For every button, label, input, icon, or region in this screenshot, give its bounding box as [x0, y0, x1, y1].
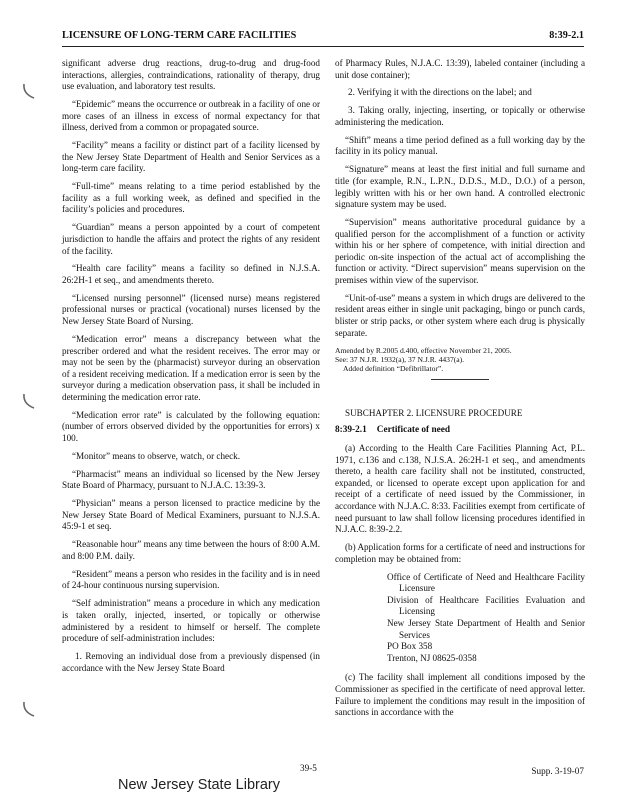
definition-resident: “Resident” means a person who resides in the facility and is in need of 24-hour continuous nursing supervision.	[62, 568, 320, 591]
address-line: New Jersey State Department of Health and Senior Services	[387, 617, 585, 640]
definition-reasonable-hour: “Reasonable hour” means any time between the hours of 8:00 A.M. and 8:00 P.M. daily.	[62, 539, 320, 561]
right-column	[335, 58, 585, 725]
address-line: Trenton, NJ 08625-0358	[387, 652, 477, 663]
definition-guardian: “Guardian” means a person appointed by a court of competent jurisdiction to handle the affairs and protect the rights of any resident of the facility.	[62, 222, 320, 256]
definition-unit-of-use: “Unit-of-use” means a system in which drugs are delivered to the resident areas either in single unit packaging, bingo or punch cards, blister or strip packs, or other system where each drug is physically separate.	[335, 292, 585, 338]
definition-medication-error: “Medication error” means a discrepancy between what the prescriber ordered and what the resident receives. The error may or may not be seen by the (pharmacist) surveyor during an observation of a resident receiving medication. If a medication error is seen by the surveyor during a medication observation pass, it shall be included in determining the medication error rate.	[62, 333, 320, 402]
subchapter-heading: SUBCHAPTER 2. LICENSURE PROCEDURE	[345, 407, 523, 418]
definition-health-care-facility: “Health care facility” means a facility so defined in N.J.S.A. 26:2H-1 et seq., and amendments thereto.	[62, 263, 320, 285]
running-header	[62, 30, 584, 47]
definition-signature: “Signature” means at least the first initial and full surname and title (for example, R.N., L.P.N., D.D.S., M.D., D.O.) of a person, legibly written with his or her own hand. A controlled electronic signature system may be used.	[335, 164, 585, 210]
section-heading	[335, 425, 585, 437]
amendment-note	[335, 346, 585, 373]
divider	[431, 379, 489, 380]
punch-hole-mark	[22, 390, 36, 412]
amendment-line: Added definition “Defibrillator”.	[343, 363, 444, 373]
definition-physician: “Physician” means a person licensed to practice medicine by the New Jersey State Board of Medical Examiners, pursuant to N.J.S.A. 45:9-1 et seq.	[62, 498, 320, 532]
supplement-date: Supp. 3-19-07	[531, 766, 584, 776]
paragraph: (c) The facility shall implement all conditions imposed by the Commissioner as specified in the certificate of need approval letter. Failure to implement the conditions may result in the imposition of sanctions in accordance with the	[335, 672, 585, 718]
library-watermark: New Jersey State Library	[118, 777, 280, 793]
definition-medication-error-rate: “Medication error rate” is calculated by the following equation: (number of errors observed divided by the opportunities for errors) x 100.	[62, 409, 320, 443]
list-item: 1. Removing an individual dose from a previously dispensed (in accordance with the New Jersey State Board	[62, 650, 320, 673]
definition-licensed-nursing-personnel: “Licensed nursing personnel” (licensed nurse) means registered professional nurses or practical (vocational) nurses licensed by the New Jersey State Board of Nursing.	[62, 292, 320, 327]
address-line: Office of Certificate of Need and Healthcare Facility Licensure	[387, 571, 585, 594]
address-line: Division of Healthcare Facilities Evaluation and Licensing	[387, 594, 585, 617]
amendment-line: See: 37 N.J.R. 1932(a), 37 N.J.R. 4437(a).	[335, 354, 465, 364]
punch-hole-mark	[22, 698, 36, 720]
definition-monitor: “Monitor” means to observe, watch, or check.	[72, 450, 240, 461]
list-item: 3. Taking orally, injecting, inserting, or topically or otherwise administering the medication.	[335, 105, 585, 127]
definition-epidemic: “Epidemic” means the occurrence or outbreak in a facility of one or more cases of an illness in excess of normal expectancy for that illness, derived from a common or propagated source.	[62, 99, 320, 133]
address-line: PO Box 358	[387, 641, 433, 652]
paragraph: of Pharmacy Rules, N.J.A.C. 13:39), labeled container (including a unit dose container);	[335, 58, 585, 80]
definition-self-administration: “Self administration” means a procedure in which any medication is taken orally, injected, inserted, or topically or otherwise administered by a resident to himself or herself. The complete procedure of self-administration includes:	[62, 598, 320, 644]
section-title: Certificate of need	[376, 425, 451, 436]
paragraph: significant adverse drug reactions, drug-to-drug and drug-food interactions, allergies, contraindications, rationality of therapy, drug use evaluation, and laboratory test results.	[62, 58, 320, 92]
section-number: 8:39-2.1	[335, 425, 367, 436]
definition-supervision: “Supervision” means authoritative procedural guidance by a qualified person for the accomplishment of a function or activity within his or her sphere of competence, with initial direction and periodic on-site inspection of the actual act of accomplishing the function or activity. “Direct supervision” means supervision on the premises within view of the supervisor.	[335, 217, 585, 285]
paragraph: (a) According to the Health Care Facilities Planning Act, P.L. 1971, c.136 and c.138, N.J.S.A. 26:2H-1 et seq., and amendments thereto, a health care facility shall not be instituted, constructed, expanded, or licensed to operate except upon application for and receipt of a certificate of need issued by the Commissioner, in accordance with N.J.A.C. 8:33. Facilities exempt from certificate of need pursuant to law shall follow licensing procedures identified in N.J.A.C. 8:39-2.2.	[335, 443, 585, 535]
address-block	[335, 572, 585, 665]
left-column	[62, 58, 320, 680]
header-title: LICENSURE OF LONG-TERM CARE FACILITIES	[62, 30, 297, 41]
list-item: 2. Verifying it with the directions on the label; and	[348, 87, 532, 98]
paragraph: (b) Application forms for a certificate of need and instructions for completion may be obtained from:	[335, 542, 585, 564]
amendment-line: Amended by R.2005 d.400, effective November 21, 2005.	[335, 345, 512, 355]
definition-shift: “Shift” means a time period defined as a full working day by the facility in its policy manual.	[335, 134, 585, 157]
definition-facility: “Facility” means a facility or distinct part of a facility licensed by the New Jersey State Department of Health and Senior Services as a long-term care facility.	[62, 140, 320, 174]
header-section-code: 8:39-2.1	[549, 30, 584, 41]
page-number: 39-5	[300, 763, 317, 773]
punch-hole-mark	[22, 80, 36, 102]
definition-pharmacist: “Pharmacist” means an individual so licensed by the New Jersey State Board of Pharmacy, pursuant to N.J.A.C. 13:39-3.	[62, 468, 320, 491]
definition-full-time: “Full-time” means relating to a time period established by the facility as a full working week, as defined and specified in the facility’s policies and procedures.	[62, 181, 320, 215]
